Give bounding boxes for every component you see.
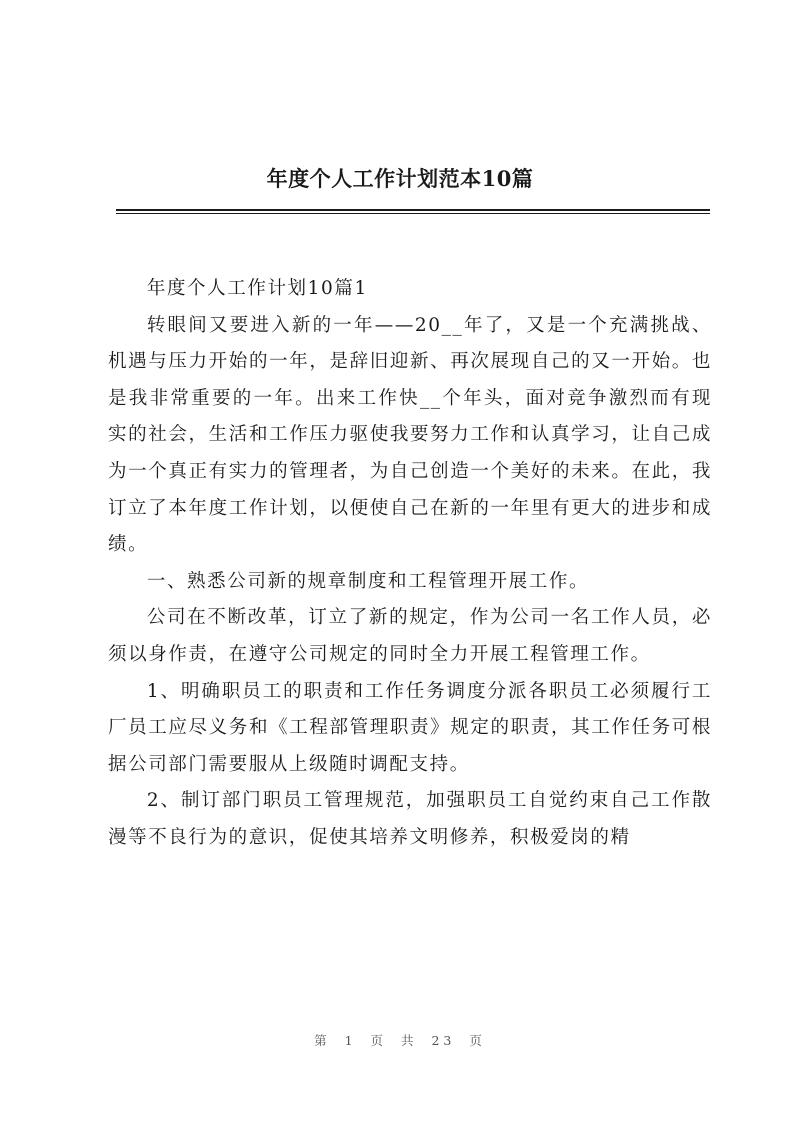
document-title: 年度个人工作计划范本10篇: [266, 166, 534, 191]
body-paragraph: 公司在不断改革，订立了新的规定，作为公司一名工作人员，必须以身作责，在遵守公司规定的同时全力开展工程管理工作。: [108, 607, 712, 665]
list-item: 1、明确职员工的职责和工作任务调度分派各职员工必须履行工厂员工应尽义务和《工程部管理职责》规定的职责，其工作任务可根据公司部门需要服从上级随时调配支持。: [108, 680, 712, 775]
list-item: 2、制订部门职员工管理规范，加强职员工自觉约束自己工作散漫等不良行为的意识，促使其培养文明修养，积极爱岗的精: [108, 790, 712, 848]
title-divider-thick: [116, 209, 710, 211]
subsection-heading: 一、熟悉公司新的规章制度和工程管理开展工作。: [146, 570, 590, 592]
section-heading: 年度个人工作计划10篇1: [146, 278, 368, 299]
body-paragraph: 转眼间又要进入新的一年——20__年了，又是一个充满挑战、机遇与压力开始的一年，是辞旧迎新、再次展现自己的又一开始。也是我非常重要的一年。出来工作快__个年头，面对竞争激烈而有现实的社会，生活和工作压力驱使我要努力工作和认真学习，让自己成为一个真正有实力的管理者，为自己创造一个美好的未来。在此，我订立了本年度工作计划，以便使自己在新的一年里有更大的进步和成绩。: [108, 314, 712, 556]
document-body: [108, 271, 712, 857]
page-footer: 第 1 页 共 23 页: [314, 1033, 486, 1048]
title-divider-thin: [116, 213, 710, 214]
